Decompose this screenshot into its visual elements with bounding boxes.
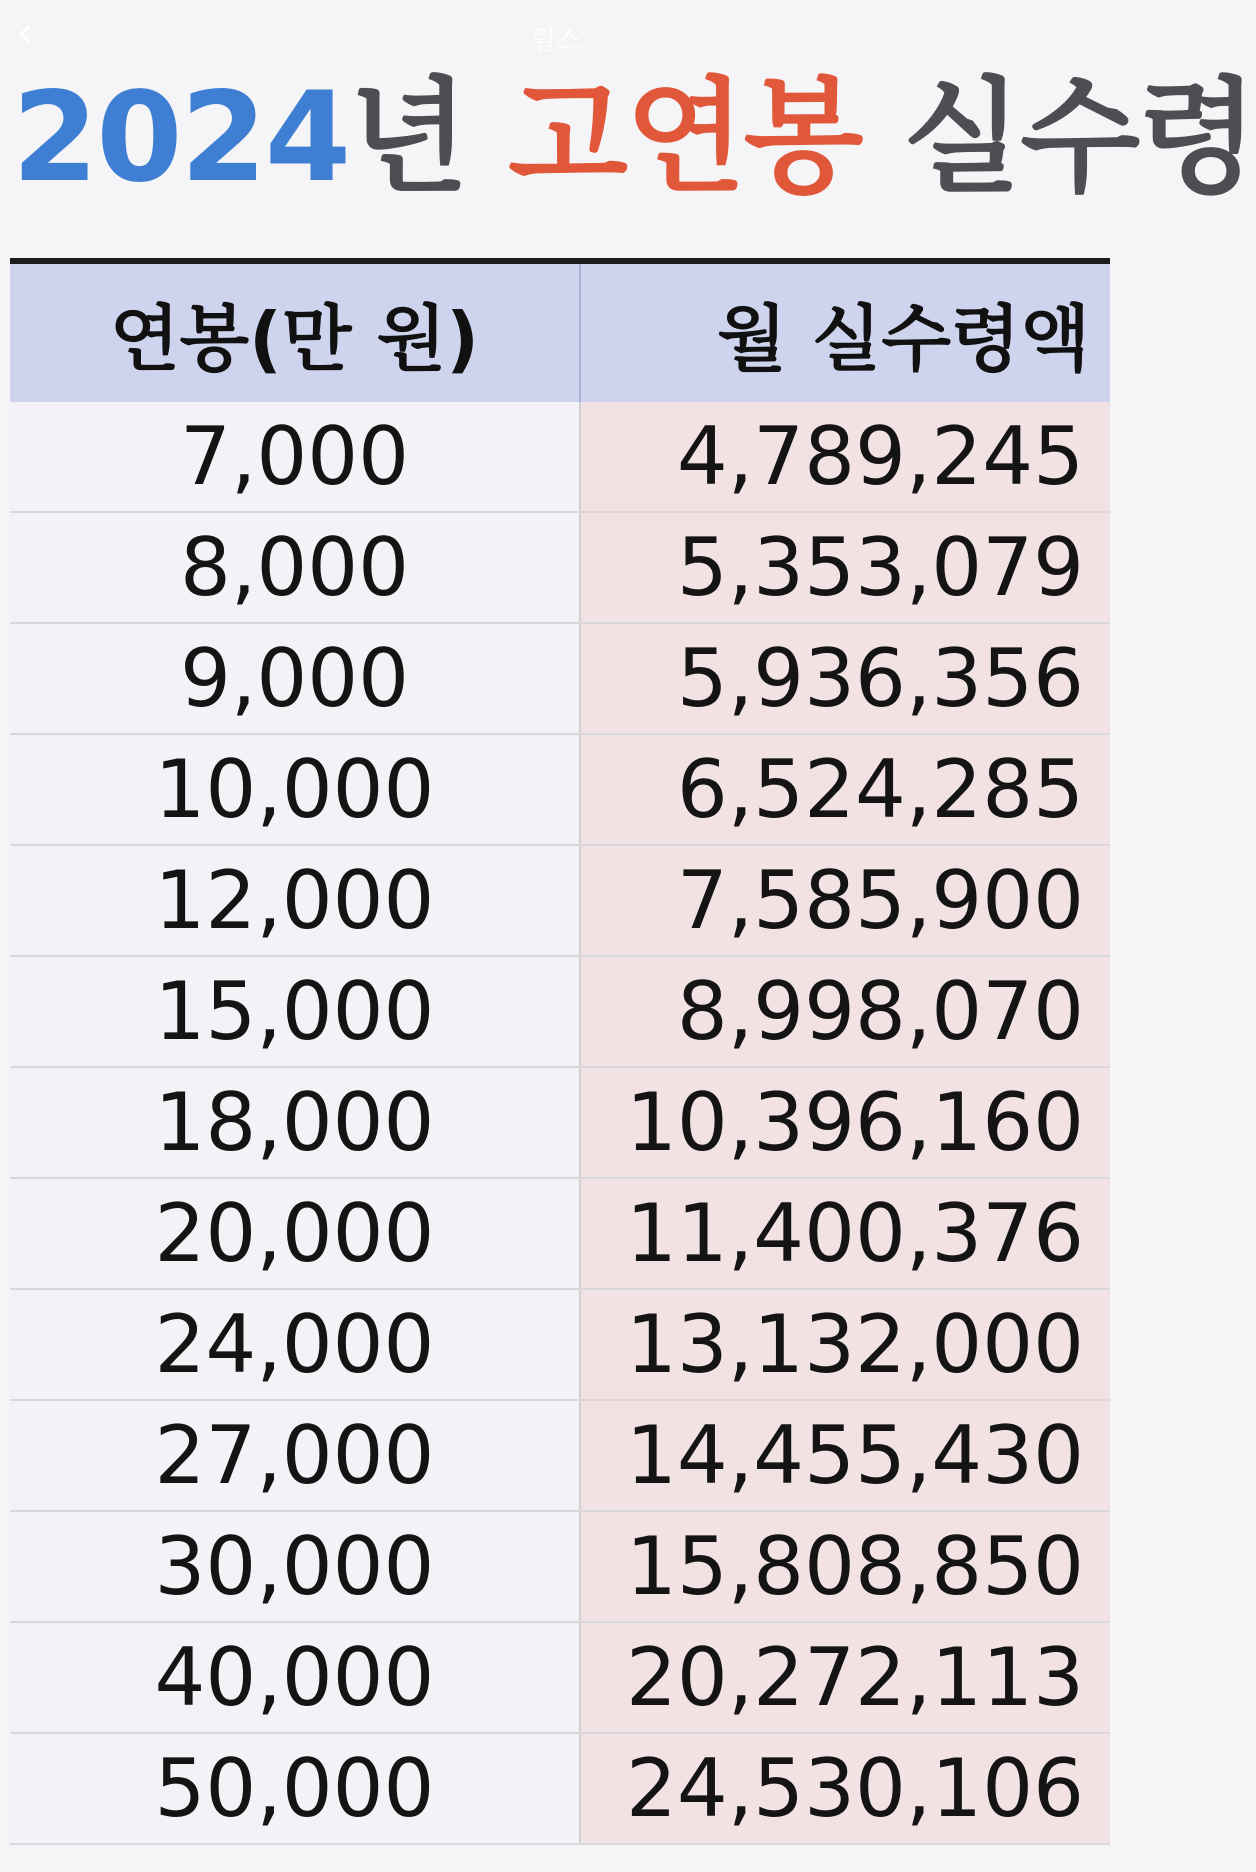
table-row [10,1622,1110,1733]
net-pay-cell: 5,353,079 [580,512,1110,623]
salary-cell: 12,000 [10,845,580,956]
salary-cell: 9,000 [10,623,580,734]
table-row [10,734,1110,845]
net-pay-cell: 10,396,160 [580,1067,1110,1178]
salary-cell: 7,000 [10,402,580,512]
header-monthly-net: 월 실수령액 [580,261,1110,402]
salary-cell: 30,000 [10,1511,580,1622]
salary-cell: 18,000 [10,1067,580,1178]
table-header-row [10,261,1110,402]
net-pay-cell: 8,998,070 [580,956,1110,1067]
title-accent: 고연봉 [508,66,862,210]
salary-cell: 8,000 [10,512,580,623]
net-pay-cell: 15,808,850 [580,1511,1110,1622]
table-row [10,845,1110,956]
title-rest: 실수령 [902,66,1256,210]
table-row [10,512,1110,623]
chevron-left-icon[interactable]: ‹ [16,7,34,58]
table-row [10,1511,1110,1622]
net-pay-cell: 4,789,245 [580,402,1110,512]
table-row [10,1178,1110,1289]
table-row [10,1289,1110,1400]
table-row [10,956,1110,1067]
salary-cell: 15,000 [10,956,580,1067]
header-annual-salary: 연봉(만 원) [10,261,580,402]
title-unit: 년 [349,66,467,210]
salary-cell: 27,000 [10,1400,580,1511]
reels-label: 릴스 [530,26,582,56]
net-pay-cell: 14,455,430 [580,1400,1110,1511]
net-pay-cell: 24,530,106 [580,1733,1110,1844]
table-row [10,623,1110,734]
salary-cell: 40,000 [10,1622,580,1733]
net-pay-cell: 11,400,376 [580,1178,1110,1289]
page-title [12,48,1256,228]
net-pay-cell: 6,524,285 [580,734,1110,845]
net-pay-cell: 5,936,356 [580,623,1110,734]
table-row [10,1733,1110,1844]
title-year: 2024 [12,66,350,210]
salary-table [10,258,1110,1850]
salary-cell: 20,000 [10,1178,580,1289]
net-pay-cell: 13,132,000 [580,1289,1110,1400]
salary-cell: 50,000 [10,1733,580,1844]
net-pay-cell: 7,585,900 [580,845,1110,956]
table-row [10,1067,1110,1178]
table-row [10,402,1110,512]
salary-cell: 24,000 [10,1289,580,1400]
table-row [10,1400,1110,1511]
net-pay-cell: 20,272,113 [580,1622,1110,1733]
salary-cell: 10,000 [10,734,580,845]
